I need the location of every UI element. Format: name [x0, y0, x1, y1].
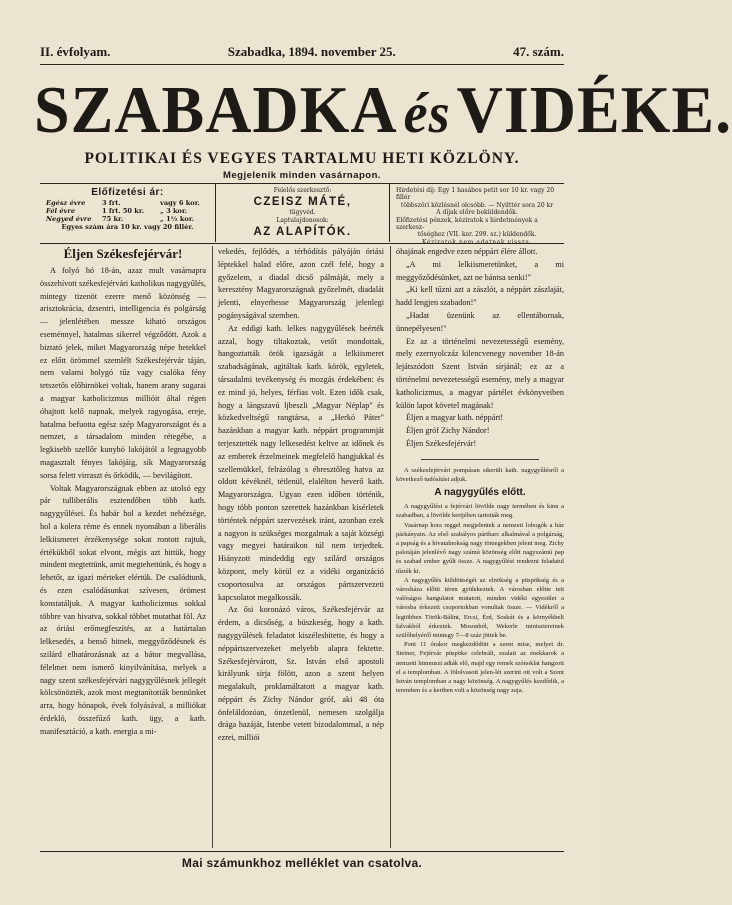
- column-2: [218, 246, 384, 848]
- article-title: Éljen Székesfejérvár!: [63, 246, 183, 261]
- report-section: [396, 466, 564, 696]
- masthead-left: SZABADKA: [34, 72, 398, 147]
- header-rule-top: [40, 64, 564, 65]
- editor-name: CZEISZ MÁTÉ,: [253, 196, 352, 208]
- cheer-line: Éljen a magyar kath. néppárt!: [406, 413, 504, 423]
- cheer-line: Éljen gróf Zichy Nándor!: [406, 426, 490, 436]
- subscription-box: [40, 184, 215, 242]
- masthead-subtitle: POLITIKAI ÉS VEGYES TARTALMU HETI KÖZLÖNY.: [84, 150, 520, 167]
- paragraph: Az eddigi kath. lelkes nagygyűlések beérték azzal, hogy tiltakoztak, vetőt mondottak, hangoztatták örök igazságát a lelkiismeret szabadságának, agitáltak kath. körök, egyletek, társadalmi tevékenység és mozgás érdekében: és ez mind jó, helyes, férfias volt. Ezen idők csak, hogy a lángszavú ljbeszli „Magyar Néplap" és közkedveltségű rangtársa, a „Herkó Páter" hazánkban a magyar kath. néppárt programmját terjesztették nagy lelkesedést keltve az időnek és az emberek érzelmeinek megfelelő hangjukkal és szellemükkel, felrázólag s ébresztőleg hatva az oldott kévéknél, tétlenül, elalélton heverő kath. Magyarországra. Ugyan ezen időben történik, hogy több ponton szerettek hazánkban kísérletek történtek néppárt szervezések iránt, azonban ezek a nagyon is szükséges mozgalmak a saját községi vagy megyei határaikon túl nem terjedtek. Hiányzott mindeddig egy szilárd országos központ, mely körül ez a vidéki organizáció csoportosulva az országos pártszervezeti kapcsolatot megalkossák.: [218, 323, 384, 602]
- ads-line: Hirdetési díj: Egy 1 hasábos petit sor 10 kr. vagy 20 fillér: [396, 187, 555, 202]
- paragraph: A nagygyűlést a fejérvári lövölde nagy termében és kinn a szabadban, a lövölde kertjében tartották meg.: [396, 503, 564, 520]
- footer-rule: [40, 851, 564, 852]
- paragraph: Vasárnap kora reggel megjelentek a nemzeti lobogók a ház párkányain. Az első szabályos pártharc alkalmával a polgárság, a papság és a hivatalnokság nagy tömegekben jelent meg. Zichy palotáján jelenlévő nagy számú közönség előtt nagyszámú pap és szabad ember gyűlt össze. A nagygyűlést rendezni feladatul tűzték ki.: [396, 521, 564, 575]
- header-topline: [40, 44, 564, 60]
- editor-role: tügyvéd.: [289, 209, 316, 216]
- paragraph: Ez az a történelmi nevezetességű esemény, mely ezernyolczáz kilencvenegy november 18-án lejátszódott Szent István sírjánál; ez az a történelmi nevezetességű esemény, mely a magyar katholicizmus, a magyar pártélet évkönyveiben külön lapot követel magának!: [396, 336, 564, 410]
- volume-label: II. évfolyam.: [40, 44, 111, 59]
- column-separator: [212, 246, 213, 848]
- band-rule-bottom: [40, 243, 564, 244]
- ads-line: tőséghez (VII. ker. 299. sz.) küldendők.: [417, 231, 537, 239]
- advertising-box: [390, 184, 564, 246]
- editor-label: Felelős szerkesztő:: [273, 187, 332, 194]
- section-subhead: A nagygyűlés előtt.: [434, 487, 526, 499]
- price-row: Egész évre 3 frt. vagy 6 kor.: [46, 199, 200, 207]
- cheer-line: Éljen Székesfejérvár!: [406, 438, 477, 448]
- paragraph: A folyó hó 18-án, azaz mult vasárnapra összehívott székesfejérvári katholikus nagygyűlés, mintegy tizenöt ezerre menő közönség — arisztokrácia, dzsentri, intelligencia és polgárság — jelenlétében messze kiható országos eseménnyel, hatalmas sikerrel végződött. Azok a biztató jelek, miket Magyarország népe hetekkel ez előtt örömmel szemlélt Székesfejérvár táján, nem valami bolygó tűz vagy csalóka fény tetszetős előhirnökei voltak, hanem arany sugarai a magyar katholicizmus millióit által régen óhajtott kelő napnak, melyek ragyogása, ereje, hatalma befuotta egész szép Magyarországot és a nemzet, a társadalom minden rétegébe, a legkisebb szellőr kunyhó lakójától a legnagyobb magasztalt fényes lakójáig, sík Magyarország sorsa felett virraszt és őrködik, — bevilágított.: [40, 266, 206, 480]
- paragraph: A nagygyűlés küldöttségét az elnökség a püspökség és a városháza előtti téren gyülekeztek. A városban előtte tett valóságos hangulatot mutatott, minden vidéki egyesület a városba érkezett csoportokban vonultak össze. — Vidékről a legtöbben Török-Bálint, Ercsi, Érd, Soskút és a környékbeli falvakból érkeztek. Mosonból, Wekerle minisztereinek szülőhelyéről mintegy 7—8 száz jöttek be.: [396, 576, 564, 639]
- subscription-heading: Előfizetési ár:: [91, 187, 164, 198]
- masthead-right: VIDÉKE.: [456, 72, 732, 147]
- single-copy-price: Egyes szám ára 10 kr. vagy 20 fillér.: [61, 223, 194, 231]
- manuscripts-note: Kéziratok nem adatnak vissza.: [422, 238, 532, 246]
- paragraph: A székesfejérvári pompásan sikerült kath. nagygyűlésről a következő tudósítást adjuk.: [396, 466, 564, 483]
- place-date: Szabadka, 1894. november 25.: [227, 44, 396, 59]
- quote: „Ki kell tűzni azt a zászlót, a néppárt zászlaját, hadd lengjen szabadon!": [396, 285, 564, 308]
- paragraph: Az ősi koronázó város, Székesfejérvár az érdem, a dicsőség, a büszkeség, hogy a kath. nagygyűlések feladatot kiszélesbitette, és hogy a néppártszervezeket melyebb alapra fektette. Székesfejérvárott, Sz. István első apostoli királyunk sírja fölött, azon a szent helyen megalakult, proklamáltatott a magyar kath. néppárt és Zichy Nándor gróf, aki 48 óta önfeláldozóan, önzetlenül, nemesen szolgálja drága hazáját, Istenbe vetett bizodalommal, a nép ezrei, milliói: [218, 605, 384, 743]
- quote: „A mi lelkiismeretünket, a mi meggyőződésünket, azt ne bántsa senki!": [396, 259, 564, 282]
- ads-line: Előfizetési pénzek, kéziratok s hirdetmények a szerkesz-: [396, 216, 538, 232]
- price-row: Fél évre 1 frt. 50 kr. „ 3 kor.: [46, 207, 188, 215]
- column-3: [396, 246, 564, 848]
- paragraph: Pont 11 órakor megkezdődött a szent mise, melyet dr. Steiner, Fejérvár püspöke celebrált, ezalatt az énekkarok a nemzeti himnuszt adták elő, majd egy remek szónoklat hangzott el a templomban. A fölolvasott jelen-lét szerint ott volt a Szent István templomban a nagy közönség. A nagygyűlés kezdődik, a teremben és a kertben volt a közönség nagy zaja.: [396, 641, 564, 695]
- publisher-label: Laptulajdonosok:: [276, 217, 329, 224]
- article-columns: [40, 246, 564, 848]
- column-separator: [390, 246, 391, 848]
- ads-line: A díjak előre beküldendők.: [436, 209, 518, 217]
- supplement-notice: Mai számunkhoz melléklet van csatolva.: [181, 856, 423, 870]
- info-band: [40, 184, 564, 246]
- publication-notice: Megjelenik minden vasárnapon.: [222, 170, 382, 181]
- quote: „Hadat üzenünk az ellentábornak, ünnepélyesen!": [396, 310, 564, 333]
- price-row: Negyed évre 75 kr. „ 1½ kor.: [46, 215, 194, 223]
- paragraph: Voltak Magyarországnak ebben az utolsó egy pár tulliberális esztendőben több kath. nagygyűlései. És habár hol a kezdet nehézsége, hol a kolera réme és ennek nyomában a liberális lelkiismeret érzékenysége sokat rontott rajtuk, értékükből sokat elvont, mégis azt hittük, hogy mindent megtettünk, amit megtehettünk, és hogy a lehetőt, az igazi mérteket elértük. De csalódtunk, és ezen csalódásunkat szívesen, örömest konstatáljuk. A magyar katholicizmus sokkal többre van hivatva, sokkal többet mutathat föl. Az az óriási erőmegfeszítés, az a határtalan lelkesedés, a benső hitnek, meggyőződésnek és szilárd elhatározásnak az a bátor megvallása, félelmet nem ismerő kinyilvánítása, melyek a nagy szent székesfejérvári nagygyűlésnek jellegét kölcsönözték, azok most megtanították bennünket arra, hogy hónapok, évek folyásával, a milliókat érdekló, összefűző kath. ügy, a kath. manifesztáció, a kath. energia a mi-: [40, 483, 206, 736]
- paragraph: óhajának engedve ezen néppárt élére állott.: [396, 247, 538, 256]
- masthead-mid: és: [403, 81, 451, 145]
- masthead-title: [34, 68, 732, 152]
- ads-line: többszöri közlésnél olcsóbb. — Nyilttér sora 20 kr: [400, 201, 554, 209]
- column-1: [40, 246, 206, 848]
- section-divider: [421, 459, 539, 460]
- issue-number: 47. szám.: [513, 44, 564, 59]
- paragraph: vekedés, fejlődés, a térhódítás pályáján óriási léptekkel halad előre, azon czél felé, hogy a győzelem, a diadal dicső pálmáját, mely a keresztény Magyarországnak győzelmét, diadalát jelenti, elnyerhesse Magyarország jelenlegi pogányságával szemben.: [218, 247, 384, 320]
- publisher-name: AZ ALAPÍTÓK.: [253, 226, 352, 238]
- editorial-box: [215, 184, 390, 242]
